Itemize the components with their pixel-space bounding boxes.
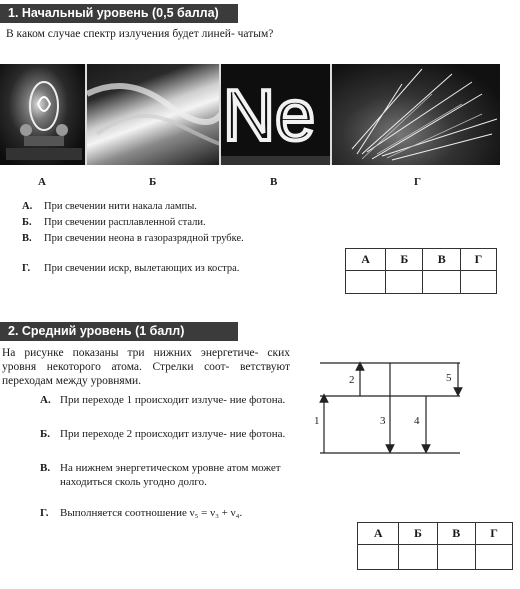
section1-question: В каком случае спектр излучения будет линей- чатым?	[6, 28, 274, 40]
transition-2-label: 2	[349, 374, 355, 386]
s1-answer-table	[345, 248, 497, 294]
option-key: Б.	[22, 217, 32, 228]
photo-label-a: А	[38, 176, 46, 188]
photo-label-g: Г	[414, 176, 421, 188]
option-key: Г.	[22, 263, 31, 274]
option-text: При свечении неона в газоразрядной трубке.	[44, 233, 244, 244]
option-key: Г.	[40, 507, 49, 519]
s2-answer-table	[357, 522, 513, 570]
photo-lamp	[0, 64, 87, 165]
s2-option-b	[40, 427, 290, 441]
photo-label-v: В	[270, 176, 278, 188]
answer-cell[interactable]	[423, 271, 461, 294]
sparks-icon	[332, 64, 500, 165]
neon-sign-icon	[221, 64, 331, 165]
energy-level-diagram	[310, 348, 500, 468]
option-text: На нижнем энергетическом уровне атом может находиться сколь угодно долго.	[60, 462, 281, 488]
answer-cell[interactable]	[476, 545, 513, 570]
transition-1-label: 1	[314, 415, 320, 427]
answer-header-b: Б	[399, 523, 437, 545]
answer-cell[interactable]	[346, 271, 386, 294]
s1-option-v	[22, 232, 284, 246]
option-text: При переходе 2 происходит излуче- ние фотона.	[60, 428, 286, 440]
option-key: А.	[40, 394, 51, 406]
answer-cell[interactable]	[358, 545, 399, 570]
option-text: При переходе 1 происходит излуче- ние фотона.	[60, 394, 286, 406]
option-text: Выполняется соотношение ν₅ = ν₃ + ν₄.	[60, 507, 243, 519]
s2-option-a	[40, 393, 290, 407]
section2-header: 2. Средний уровень (1 балл)	[0, 322, 238, 341]
option-key: А.	[22, 201, 33, 212]
s1-option-g	[22, 262, 284, 276]
option-key: Б.	[40, 428, 51, 440]
photo-molten-steel	[87, 64, 221, 165]
lamp-icon	[0, 64, 86, 165]
answer-cell[interactable]	[386, 271, 423, 294]
answer-header-a: А	[346, 249, 386, 271]
answer-cell[interactable]	[461, 271, 497, 294]
option-key: В.	[40, 462, 51, 474]
photo-sparks	[332, 64, 500, 165]
answer-cell[interactable]	[399, 545, 437, 570]
option-key: В.	[22, 233, 32, 244]
photo-strip	[0, 64, 500, 165]
s2-option-v	[40, 461, 290, 489]
neon-text: Ne	[223, 76, 316, 156]
photo-neon	[221, 64, 332, 165]
s2-option-g	[40, 506, 300, 520]
answer-header-v: В	[423, 249, 461, 271]
answer-cell[interactable]	[437, 545, 476, 570]
answer-header-g: Г	[476, 523, 513, 545]
transition-5-label: 5	[446, 372, 452, 384]
answer-header-b: Б	[386, 249, 423, 271]
section1-header: 1. Начальный уровень (0,5 балла)	[0, 4, 238, 23]
option-text: При свечении искр, вылетающих из костра.	[44, 263, 240, 274]
option-text: При свечении расплавленной стали.	[44, 217, 206, 228]
answer-header-v: В	[437, 523, 476, 545]
answer-header-g: Г	[461, 249, 497, 271]
answer-header-a: А	[358, 523, 399, 545]
s1-option-a	[22, 200, 282, 214]
section2-question: На рисунке показаны три нижних энергетиче- ских уровня некоторого атома. Стрелки соот- ветствуют переходам между уровнями.	[2, 347, 290, 387]
photo-labels	[0, 176, 500, 190]
s1-option-b	[22, 216, 282, 230]
transition-3-label: 3	[380, 415, 386, 427]
option-text: При свечении нити накала лампы.	[44, 201, 197, 212]
photo-label-b: Б	[149, 176, 157, 188]
transition-4-label: 4	[414, 415, 420, 427]
steel-flow-icon	[87, 64, 221, 165]
